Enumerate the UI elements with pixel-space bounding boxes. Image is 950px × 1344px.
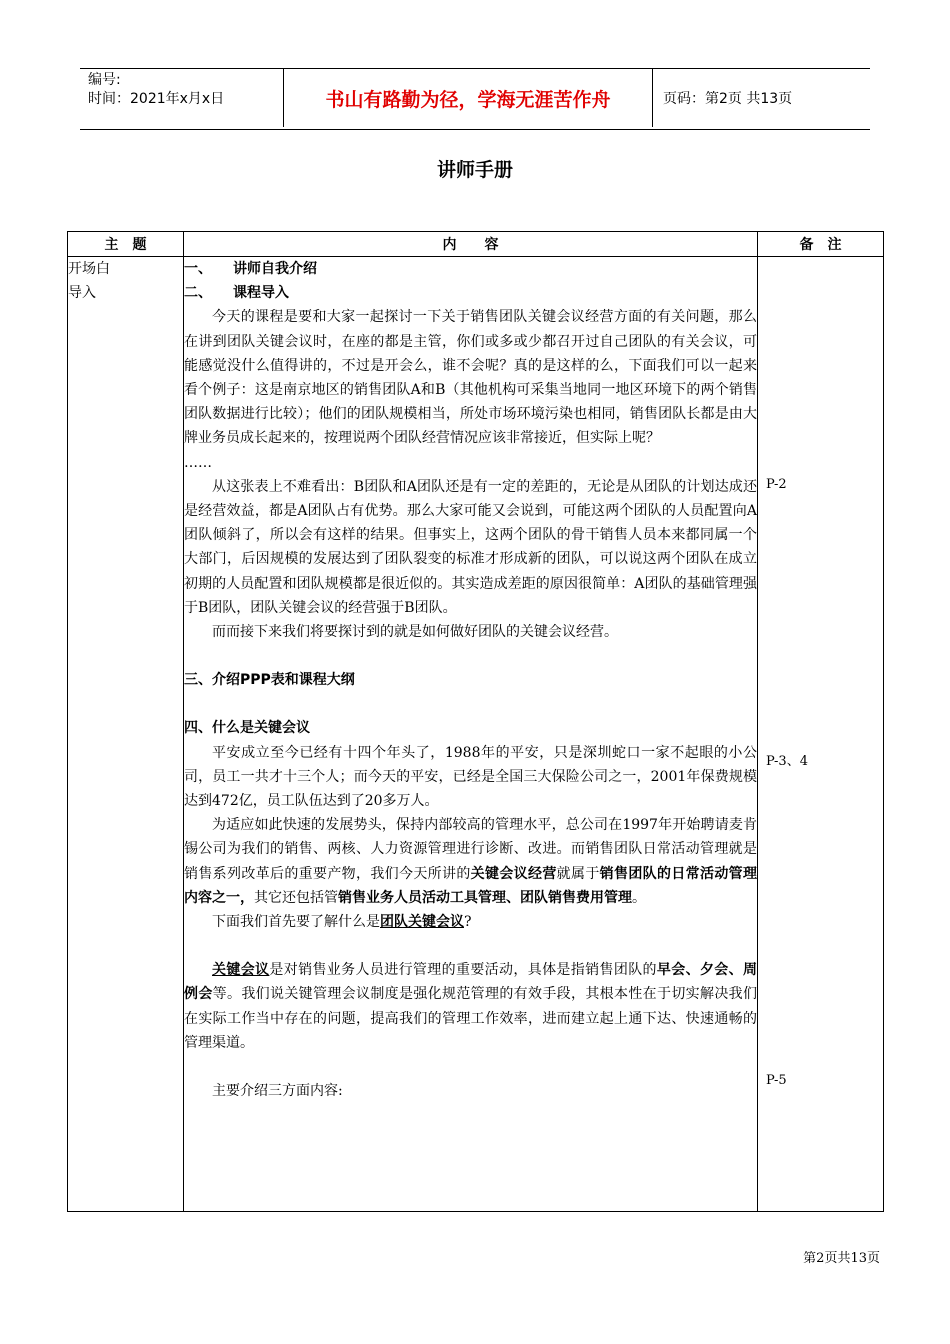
document-title: 讲师手册 (436, 159, 513, 181)
page-header (80, 68, 870, 130)
text-run: 就属于 (556, 865, 600, 882)
time-label: 时间：2021年x月x日 (88, 91, 225, 107)
paragraph (184, 813, 757, 910)
section-heading: 二、 课程导入 (184, 285, 289, 302)
notes-header: 备 注 (758, 232, 884, 257)
text-run: 其它还包括管 (254, 889, 338, 906)
note-ref: P-2 (766, 477, 787, 492)
paragraph: 今天的课程是要和大家一起探讨一下关于销售团队关键会议经营方面的有关问题，那么在讲到团队关键会议时，在座的都是主管，你们或多或少都召开过自己团队的有关会议，可能感觉没什么值得讲的，不过是开会么，谁不会呢？真的是这样的么，下面我们可以一起来看个例子：这是南京地区的销售团队A和B（其他机构可采集当地同一地区环境下的两个销售团队数据进行比较）；他们的团队规模相当，所处市场环境污染也相同，销售团队长都是由大牌业务员成长起来的，按理说两个团队经营情况应该非常接近，但实际上呢？ (184, 309, 757, 447)
paragraph: 平安成立至今已经有十四个年头了，1988年的平安，只是深圳蛇口一家不起眼的小公司，员工一共才十三个人；而今天的平安，已经是全国三大保险公司之一，2001年保费规模达到472亿，员工队伍达到了20多万人。 (184, 744, 757, 810)
note-ref: P-5 (766, 1073, 787, 1088)
paragraph (184, 958, 757, 1055)
topic-header: 主 题 (68, 232, 184, 257)
bold-text: 关键会议经营 (470, 865, 557, 882)
bold-text: 早会、夕会、周例会 (184, 962, 758, 1003)
topic-cell (68, 257, 184, 1212)
section-heading: 三、介绍PPP表和课程大纲 (184, 672, 355, 689)
page-footer: 第2页共13页 (803, 1251, 880, 1266)
text-run: 是对销售业务人员进行管理的重要活动，具体是指销售团队的 (269, 962, 657, 979)
table-row (68, 257, 884, 1212)
number-label: 编号: (88, 72, 121, 88)
section-heading: 四、什么是关键会议 (184, 720, 310, 737)
text-run: 等。我们说关键管理会议制度是强化规范管理的有效手段，其根本性在于切实解决我们在实际工作当中存在的问题，提高我们的管理工作效率，进而建立起上通下达、快速通畅的管理渠道。 (184, 986, 758, 1051)
ellipsis: …… (184, 454, 212, 471)
note-ref: P-3、4 (766, 754, 808, 769)
section-heading: 一、 讲师自我介绍 (184, 261, 317, 277)
text-run: ? (464, 914, 472, 931)
table-header-row (68, 232, 884, 257)
content-cell (184, 257, 758, 1212)
bold-text: 销售团队的日常活动管理内容之一， (184, 865, 758, 906)
topic-line: 导入 (68, 285, 96, 301)
bold-text: 销售业务人员活动工具管理、团队销售费用管理 (338, 889, 632, 906)
content-header: 内 容 (184, 232, 758, 257)
header-motto: 书山有路勤为径，学海无涯苦作舟 (283, 69, 653, 127)
text-run: 为适应如此快速的发展势头，保持内部较高的管理水平，总公司在1997年开始聘请麦肯锡公司为我们的销售、两核、人力资源管理进行诊断、改进。而销售团队日常活动管理就是销售系列改革后的重要产物，我们今天所讲的 (184, 817, 757, 882)
header-page-code: 页码：第2页 共13页 (663, 91, 793, 107)
paragraph: 从这张表上不难看出：B团队和A团队还是有一定的差距的，无论是从团队的计划达成还是经营效益，都是A团队占有优势。那么大家可能又会说到，可能这两个团队的人员配置向A团队倾斜了，所以会有这样的结果。但事实上，这两个团队的骨干销售人员本来都同属一个大部门，后因规模的发展达到了团队裂变的标准才形成新的团队，可以说这两个团队在成立初期的人员配置和团队规模都是很近似的。其实造成差距的原因很简单：A团队的基础管理强于B团队，团队关键会议的经营强于B团队。 (184, 478, 757, 616)
paragraph: 而而接下来我们将要探讨到的就是如何做好团队的关键会议经营。 (212, 624, 618, 641)
paragraph (184, 910, 757, 934)
notes-cell (758, 257, 884, 1212)
header-meta (88, 71, 278, 109)
text-run: 。 (632, 889, 646, 906)
underlined-text: 团队关键会议 (380, 914, 464, 931)
paragraph: 主要介绍三方面内容: (212, 1083, 343, 1100)
underlined-text: 关键会议 (212, 962, 270, 979)
content-table (67, 231, 884, 1212)
text-run: 下面我们首先要了解什么是 (212, 914, 380, 931)
topic-line: 开场白 (68, 261, 110, 277)
